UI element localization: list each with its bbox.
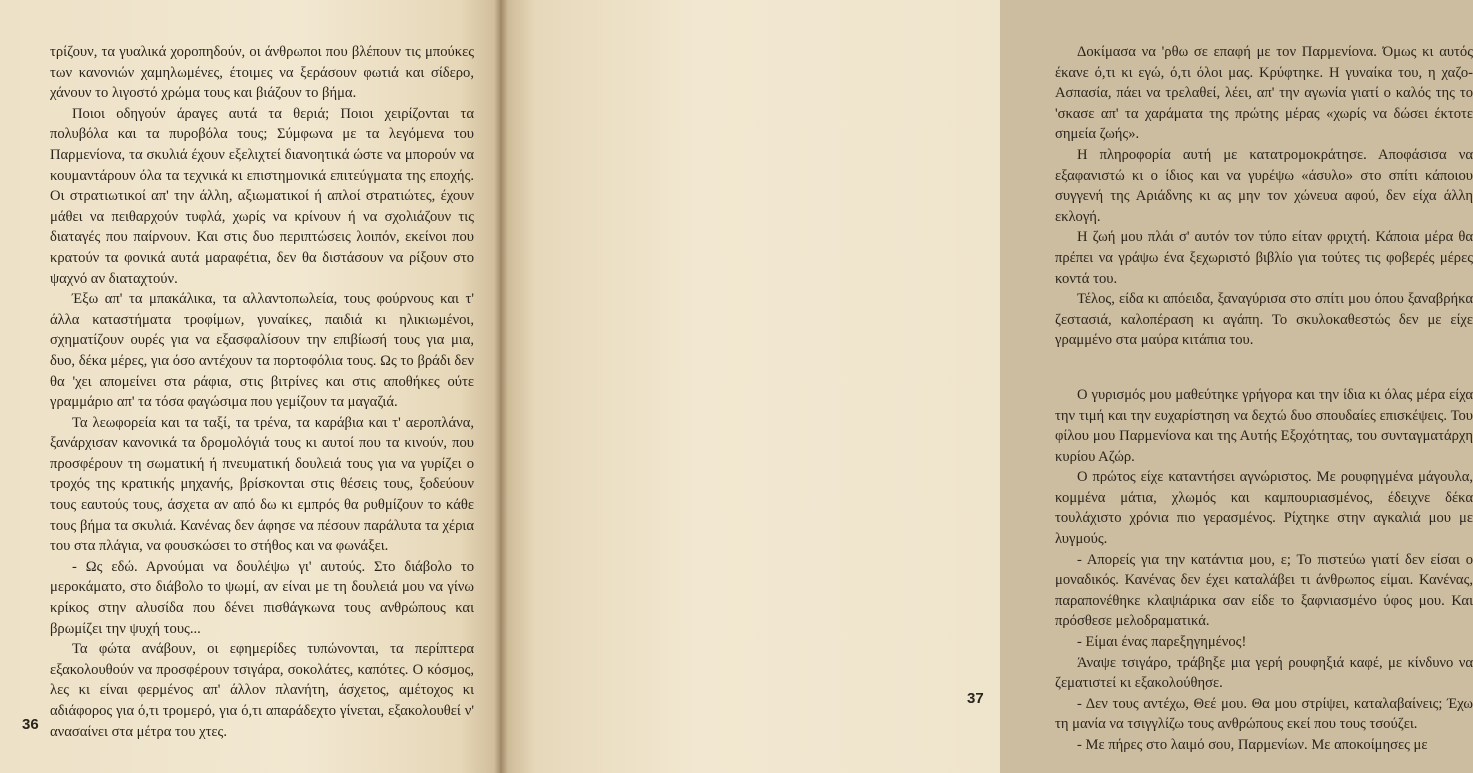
page-number-left: 36 xyxy=(22,716,39,733)
paragraph: - Ως εδώ. Αρνούμαι να δουλέψω γι' αυτούς. Στο διάβολο το μεροκάματο, στο διάβολο το ψωμί, αν είναι με τη δουλειά μου να γίνω κρίκος στην αλυσίδα που δένει πισθάγκωνα τους ανθρώπους και βρωμίζει την ψυχή τους... xyxy=(50,558,474,637)
paragraph: - Δεν τους αντέχω, Θεέ μου. Θα μου στρίψει, καταλαβαίνεις; Έχω τη μανία να τσιγγλίζω τους ανθρώπους εκεί που τους τσούζει. xyxy=(1055,695,1473,733)
paragraph: - Απορείς για την κατάντια μου, ε; Το πιστεύω γιατί δεν είσαι ο μοναδικός. Κανένας δεν έχει καταλάβει τι άνθρωπος είμαι. Κανένας, παραπονέθηκε κλαψιάρικα σαν είδε το ξαφνιασμένο ύφος μου. Και πρόσθεσε μελοδραματικά. xyxy=(1055,551,1473,630)
paragraph: Τα λεωφορεία και τα ταξί, τα τρένα, τα καράβια και τ' αεροπλάνα, ξανάρχισαν κανονικά τα δρομολόγιά τους κι αυτοί που τα κινούν, που προσφέρουν τη σωματική ή πνευματική δουλειά τους για να γυρίζει ο τροχός της κρατικής μηχανής, βρίσκονται στις θέσεις τους, ξοδεύουν τους εαυτούς τους, άσχετα αν από δω κι εμπρός θα ρυθμίζουν το κάθε τους βήμα τα σκυλιά. Κανένας δεν άφησε να πέσουν παράλυτα τα χέρια του στα πλάγια, να φουσκώσει το στήθος και να φωνάξει. xyxy=(50,414,474,555)
paragraph: Ποιοι οδηγούν άραγες αυτά τα θεριά; Ποιοι χειρίζονται τα πολυβόλα και τα πυροβόλα τους; Σύμφωνα με τα λεγόμενα του Παρμενίονα, τα σκυλιά έχουν εξελιχτεί διανοητικά ώστε να μπορούν να κουμαντάρουν όλα τα τεχνικά κι επιστημονικά επιτεύγματα της εποχής. Οι στρατιωτικοί απ' την άλλη, αξιωματικοί ή απλοί στρατιώτες, έχουν μάθει να πειθαρχούν τυφλά, χωρίς να κρίνουν ή να σχολιάζουν τις διαταγές που παίρνουν. Και στις δυο περιπτώσεις λοιπόν, εκείνοι που κρατούν τα φονικά αυτά μαραφέτια, δεν θα διστάσουν να ρίξουν στο ψαχνό αν διαταχτούν. xyxy=(50,105,474,287)
book-gutter xyxy=(494,0,508,773)
paragraph: - Είμαι ένας παρεξηγημένος! xyxy=(1077,634,1247,651)
paragraph: Ο πρώτος είχε καταντήσει αγνώριστος. Με ρουφηγμένα μάγουλα, κομμένα μάτια, χλωμός και καμπουριασμένος, έδειχνε δέκα τουλάχιστο χρόνια πιο γερασμένος. Ρίχτηκε στην αγκαλιά μου με λυγμούς. xyxy=(1055,469,1473,548)
left-page xyxy=(0,0,500,773)
paragraph: - Με πήρες στο λαιμό σου, Παρμενίων. Με αποκοίμησες με xyxy=(1077,737,1428,753)
paragraph: τρίζουν, τα γυαλικά χοροπηδούν, οι άνθρωποι που βλέπουν τις μπούκες των κανονιών χαμηλωμένες, έτοιμες να ξεράσουν φωτιά και σίδερο, χάνουν το λιγοστό χρώμα τους και βιάζουν το βήμα. xyxy=(50,44,474,102)
paragraph: Τέλος, είδα κι απόειδα, ξαναγύρισα στο σπίτι μου όπου ξαναβρήκα ζεστασιά, καλοπέραση κι αγάπη. Το σκυλοκαθεστώς δεν με είχε γραμμένο στα μαύρα κιτάπια του. xyxy=(1055,291,1473,349)
paragraph: Άναψε τσιγάρο, τράβηξε μια γερή ρουφηξιά καφέ, με κίνδυνο να ζεματιστεί κι εξακολούθησε. xyxy=(1055,654,1473,692)
section-break xyxy=(1055,351,1473,385)
right-page-text xyxy=(1055,42,1473,756)
paragraph: Ο γυρισμός μου μαθεύτηκε γρήγορα και την ίδια κι όλας μέρα είχα την τιμή και την ευχαρίστηση να δεχτώ δυο σπουδαίες επισκέψεις. Του φίλου μου Παρμενίονα και της Αυτής Εξοχότητας, του συνταγματάρχη κυρίου Αζώρ. xyxy=(1055,386,1473,465)
paragraph: Η ζωή μου πλάι σ' αυτόν τον τύπο είταν φριχτή. Κάποια μέρα θα πρέπει να γράψω ένα ξεχωριστό βιβλίο για τούτες τις φοβερές μέρες κοντά του. xyxy=(1055,229,1473,287)
paragraph: Τα φώτα ανάβουν, οι εφημερίδες τυπώνονται, τα περίπτερα εξακολουθούν να προσφέρουν τσιγάρα, σοκολάτες, καπότες. Ο κόσμος, λες κι είναι φερμένος απ' άλλον πλανήτη, άσχετος, αμέτοχος κι αδιάφορος για ό,τι τρομερό, για ό,τι απαράδεχτο γίνεται, εξακολουθεί ν' ανασαίνει στα μέτρα του χτες. xyxy=(50,641,474,740)
paragraph: Έξω απ' τα μπακάλικα, τα αλλαντοπωλεία, τους φούρνους και τ' άλλα καταστήματα τροφίμων, γυναίκες, παιδιά κι ηλικιωμένοι, σχηματίζουν ουρές για να εξασφαλίσουν την επιβίωσή τους για μια, δυο, δέκα μέρες, για όσο αντέχουν τα πορτοφόλια τους. Ως το βράδι δεν θα 'χει απομείνει στα ράφια, στις βιτρίνες και στις αποθήκες ούτε γραμμάριο απ' τα τόσα φαγώσιμα που γεμίζουν τα μαγαζιά. xyxy=(50,291,474,411)
right-page xyxy=(500,0,1473,773)
paragraph: Η πληροφορία αυτή με κατατρομοκράτησε. Αποφάσισα να εξαφανιστώ κι ο ίδιος και να γυρέψω «άσυλο» στο σπίτι κάποιου συγγενή της Αριάδνης κι ας μην τον χώνευα αφού, δεν είχα άλλη εκλογή. xyxy=(1055,146,1473,225)
page-number-right: 37 xyxy=(967,690,984,707)
paragraph: Δοκίμασα να 'ρθω σε επαφή με τον Παρμενίονα. Όμως κι αυτός έκανε ό,τι κι εγώ, ό,τι όλοι μας. Κρύφτηκε. Η γυναίκα του, η χαζο-Ασπασία, πάει να τρελαθεί, λέει, απ' την αγωνία γιατί ο καλός της το 'σκασε απ' τα χαράματα της πρώτης μέρας «χωρίς να δώσει έκτοτε σημεία ζωής». xyxy=(1055,44,1473,143)
left-page-text xyxy=(50,42,474,742)
